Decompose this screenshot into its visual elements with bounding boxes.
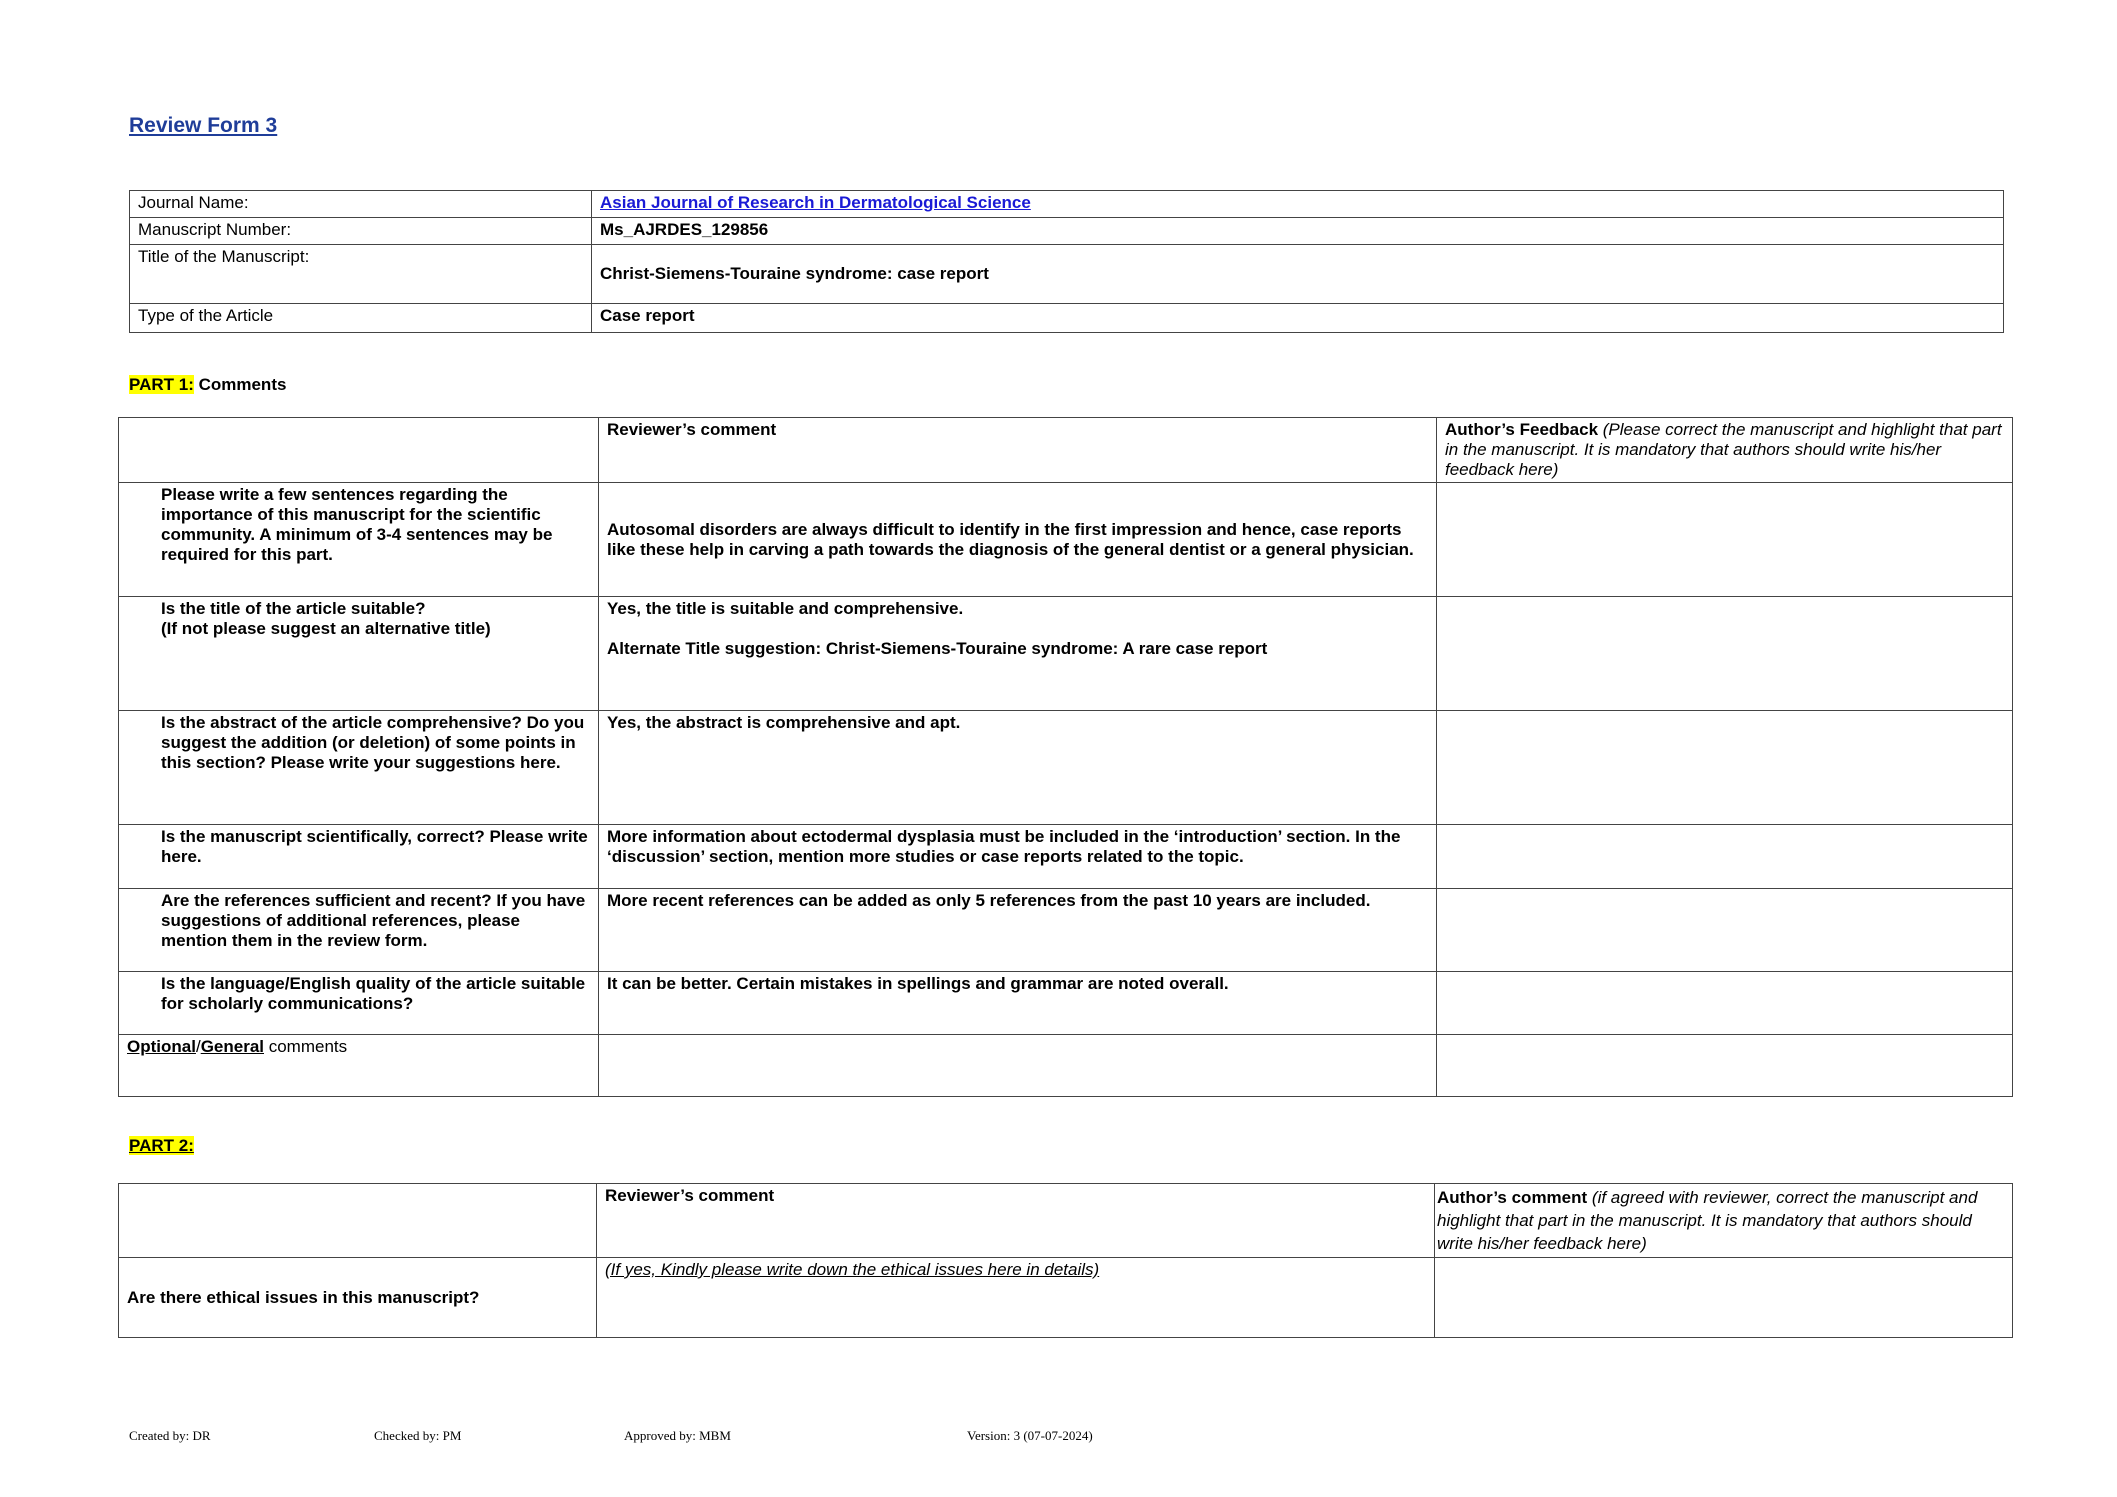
type-value: Case report xyxy=(592,304,2004,333)
reviewer-comment: It can be better. Certain mistakes in spellings and grammar are noted overall. xyxy=(599,972,1437,1035)
footer-version: Version: 3 (07-07-2024) xyxy=(967,1428,1093,1443)
author-feedback-cell[interactable] xyxy=(1437,483,2013,597)
optional-reviewer-cell[interactable] xyxy=(599,1035,1437,1097)
author-comment-header: Author’s comment (if agreed with reviewer, correct the manuscript and highlight that part in the manuscript. It is mandatory that authors should write his/her feedback here) xyxy=(1435,1184,2013,1258)
question: Is the manuscript scientifically, correct? Please write here. xyxy=(119,825,599,889)
reviewer-comment: More recent references can be added as only 5 references from the past 10 years are included. xyxy=(599,889,1437,972)
author-feedback-cell[interactable] xyxy=(1437,711,2013,825)
reviewer-comment: Autosomal disorders are always difficult to identify in the first impression and hence, case reports like these help in carving a path towards the diagnosis of the general dentist or a general physician. xyxy=(599,483,1437,597)
reviewer-comment: Yes, the title is suitable and comprehensive. Alternate Title suggestion: Christ-Siemens-Touraine syndrome: A rare case report xyxy=(599,597,1437,711)
reviewer-comment-header: Reviewer’s comment xyxy=(597,1184,1435,1258)
reviewer-comment-header: Reviewer’s comment xyxy=(599,418,1437,483)
part1-heading: PART 1: Comments xyxy=(129,375,287,394)
question: Please write a few sentences regarding the importance of this manuscript for the scientific community. A minimum of 3-4 sentences may be required for this part. xyxy=(119,483,599,597)
author-feedback-cell[interactable] xyxy=(1437,972,2013,1035)
reviewer-comment: Yes, the abstract is comprehensive and apt. xyxy=(599,711,1437,825)
title-label: Title of the Manuscript: xyxy=(130,245,592,304)
optional-comments-label: Optional/General comments xyxy=(119,1035,599,1097)
optional-author-cell[interactable] xyxy=(1437,1035,2013,1097)
question: Is the abstract of the article comprehensive? Do you suggest the addition (or deletion) of some points in this section? Please write your suggestions here. xyxy=(119,711,599,825)
ethical-hint[interactable]: (If yes, Kindly please write down the ethical issues here in details) xyxy=(597,1258,1435,1338)
form-title: Review Form 3 xyxy=(129,114,278,137)
part2-ethics-table xyxy=(118,1183,2013,1338)
author-comment-cell[interactable] xyxy=(1435,1258,2013,1338)
ms-label: Manuscript Number: xyxy=(130,218,592,245)
ms-value: Ms_AJRDES_129856 xyxy=(592,218,2004,245)
journal-label: Journal Name: xyxy=(130,191,592,218)
footer-approved: Approved by: MBM xyxy=(624,1428,731,1443)
question: Are the references sufficient and recent? If you have suggestions of additional references, please mention them in the review form. xyxy=(119,889,599,972)
part1-comments-table xyxy=(118,417,2013,1097)
question: Is the title of the article suitable? (If not please suggest an alternative title) xyxy=(119,597,599,711)
footer-created: Created by: DR xyxy=(129,1428,211,1443)
author-feedback-cell[interactable] xyxy=(1437,597,2013,711)
author-feedback-cell[interactable] xyxy=(1437,825,2013,889)
reviewer-comment: More information about ectodermal dysplasia must be included in the ‘introduction’ section. In the ‘discussion’ section, mention more studies or case reports related to the topic. xyxy=(599,825,1437,889)
author-feedback-cell[interactable] xyxy=(1437,889,2013,972)
footer-checked: Checked by: PM xyxy=(374,1428,462,1443)
part2-heading: PART 2: xyxy=(129,1136,194,1155)
author-feedback-header: Author’s Feedback (Please correct the manuscript and highlight that part in the manuscript. It is mandatory that authors should write his/her feedback here) xyxy=(1437,418,2013,483)
question: Is the language/English quality of the article suitable for scholarly communications? xyxy=(119,972,599,1035)
type-label: Type of the Article xyxy=(130,304,592,333)
ethical-question: Are there ethical issues in this manuscript? xyxy=(119,1258,597,1338)
manuscript-info-table xyxy=(129,190,2004,333)
title-value: Christ-Siemens-Touraine syndrome: case report xyxy=(592,245,2004,304)
journal-link[interactable]: Asian Journal of Research in Dermatological Science xyxy=(600,193,1031,212)
